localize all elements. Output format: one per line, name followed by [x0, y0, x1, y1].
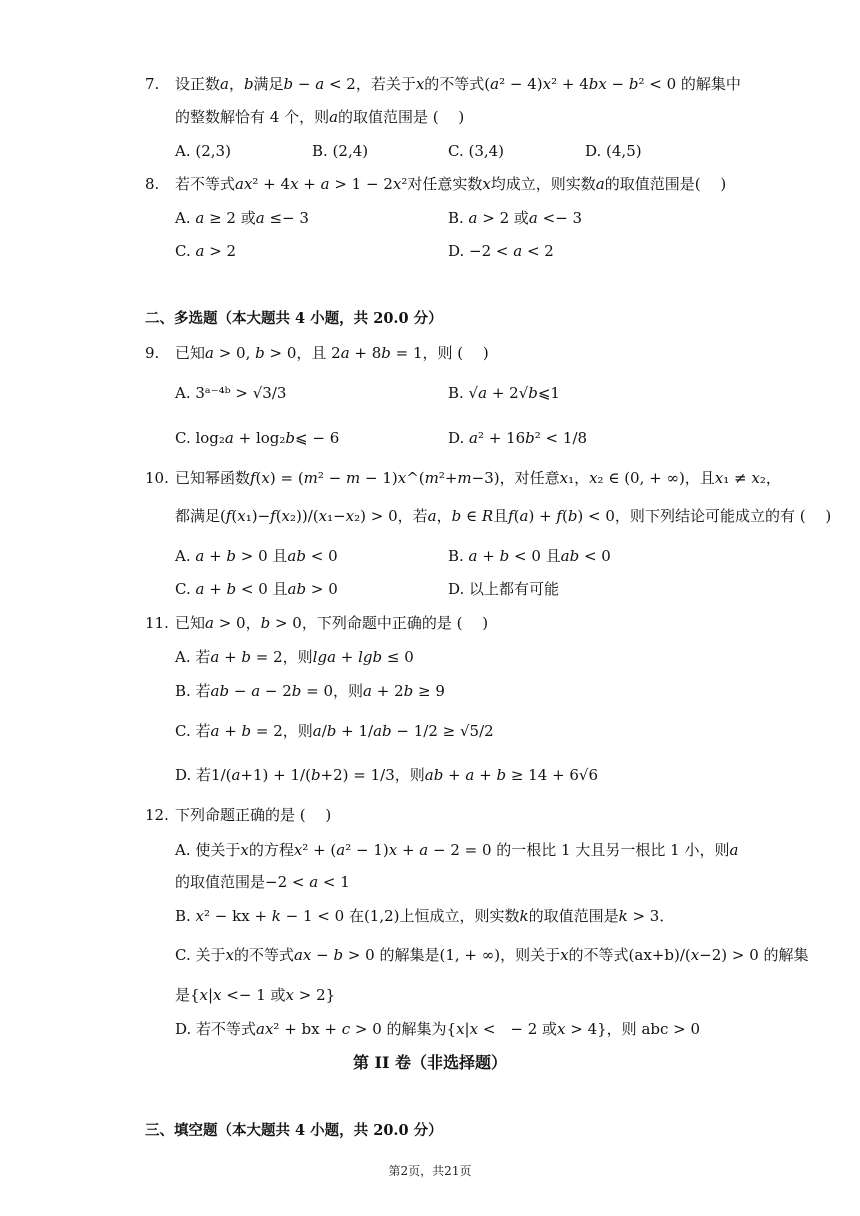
option-b: B. 𝑎 + 𝑏 < 0 且𝑎𝑏 < 0 [448, 547, 611, 565]
question-stem: 下列命题正确的是 ( ) [175, 806, 332, 824]
option-c: C. 关于𝑥的不等式𝑎𝑥 − 𝑏 > 0 的解集是(1, + ∞)，则关于𝑥的不等式(ax+b)/(𝑥−2) > 0 的解集 [175, 946, 809, 964]
question-stem: 设正数𝑎，𝑏满足𝑏 − 𝑎 < 2，若关于𝑥的不等式(𝑎² − 4)𝑥² + 4𝑏𝑥 − 𝑏² < 0 的解集中 [175, 75, 741, 93]
option-d: D. 若不等式𝑎𝑥² + bx + 𝑐 > 0 的解集为{𝑥|𝑥 < − 2 或𝑥 > 4}，则 abc > 0 [175, 1020, 701, 1038]
question-number: 9. [145, 344, 160, 362]
question-stem: 若不等式𝑎𝑥² + 4𝑥 + 𝑎 > 1 − 2𝑥²对任意实数𝑥均成立，则实数𝑎的取值范围是( ) [175, 175, 727, 193]
option-c: C. log₂𝑎 + log₂𝑏⩽ − 6 [175, 429, 340, 447]
question-number: 8. [145, 175, 160, 193]
section-heading: 二、多选题（本大题共 4 小题，共 20.0 分） [145, 310, 443, 327]
section-heading: 三、填空题（本大题共 4 小题，共 20.0 分） [145, 1122, 443, 1139]
option-c-cont: 是{𝑥|𝑥 <− 1 或𝑥 > 2} [175, 986, 336, 1004]
question-stem: 已知𝑎 > 0, 𝑏 > 0，且 2𝑎 + 8𝑏 = 1，则 ( ) [175, 344, 489, 362]
question-stem: 已知𝑎 > 0，𝑏 > 0，下列命题中正确的是 ( ) [175, 614, 489, 632]
question-number: 12. [145, 806, 169, 824]
option-d: D. (4,5) [585, 142, 642, 160]
option-a: A. 3ᵃ⁻⁴ᵇ > √3/3 [175, 384, 287, 402]
option-b: B. √𝑎 + 2√𝑏⩽1 [448, 384, 560, 402]
option-c: C. 若𝑎 + 𝑏 = 2，则𝑎/𝑏 + 1/𝑎𝑏 − 1/2 ≥ √5/2 [175, 722, 494, 740]
option-b: B. 若𝑎𝑏 − 𝑎 − 2𝑏 = 0，则𝑎 + 2𝑏 ≥ 9 [175, 682, 445, 700]
option-d: D. 若1/(𝑎+1) + 1/(𝑏+2) = 1/3，则𝑎𝑏 + 𝑎 + 𝑏 ≥ 14 + 6√6 [175, 766, 598, 784]
option-b: B. 𝑎 > 2 或𝑎 <− 3 [448, 209, 583, 227]
option-a: A. 使关于𝑥的方程𝑥² + (𝑎² − 1)𝑥 + 𝑎 − 2 = 0 的一根比 1 大且另一根比 1 小，则𝑎 [175, 841, 739, 859]
option-d: D. 以上都有可能 [448, 580, 560, 598]
option-a: A. 𝑎 + 𝑏 > 0 且𝑎𝑏 < 0 [175, 547, 338, 565]
part-title: 第 II 卷（非选择题） [352, 1053, 508, 1072]
option-b: B. 𝑥² − kx + 𝑘 − 1 < 0 在(1,2)上恒成立，则实数𝑘的取值范围是𝑘 > 3． [175, 907, 675, 925]
question-stem: 都满足(𝑓(𝑥₁)−𝑓(𝑥₂))/(𝑥₁−𝑥₂) > 0，若𝑎，𝑏 ∈ 𝑅且𝑓(𝑎) + 𝑓(𝑏) < 0，则下列结论可能成立的有 ( ) [175, 507, 832, 525]
option-c: C. (3,4) [448, 142, 505, 160]
question-number: 7. [145, 75, 160, 93]
option-c: C. 𝑎 + 𝑏 < 0 且𝑎𝑏 > 0 [175, 580, 338, 598]
option-b: B. (2,4) [312, 142, 369, 160]
option-d: D. −2 < 𝑎 < 2 [448, 242, 554, 260]
option-a: A. 若𝑎 + 𝑏 = 2，则𝑙𝑔𝑎 + 𝑙𝑔𝑏 ≤ 0 [175, 648, 414, 666]
option-d: D. 𝑎² + 16𝑏² < 1/8 [448, 429, 588, 447]
question-stem: 的整数解恰有 4 个，则𝑎的取值范围是 ( ) [175, 108, 465, 126]
option-a-cont: 的取值范围是−2 < 𝑎 < 1 [175, 873, 350, 891]
question-number: 10. [145, 469, 169, 487]
page-footer: 第2页，共21页 [388, 1164, 472, 1178]
option-a: A. 𝑎 ≥ 2 或𝑎 ≤− 3 [175, 209, 309, 227]
option-c: C. 𝑎 > 2 [175, 242, 237, 260]
question-number: 11. [145, 614, 169, 632]
option-a: A. (2,3) [175, 142, 231, 160]
question-stem: 已知幂函数𝑓(𝑥) = (𝑚² − 𝑚 − 1)𝑥^(𝑚²+𝑚−3)，对任意𝑥₁，𝑥₂ ∈ (0, + ∞)，且𝑥₁ ≠ 𝑥₂， [175, 469, 781, 487]
